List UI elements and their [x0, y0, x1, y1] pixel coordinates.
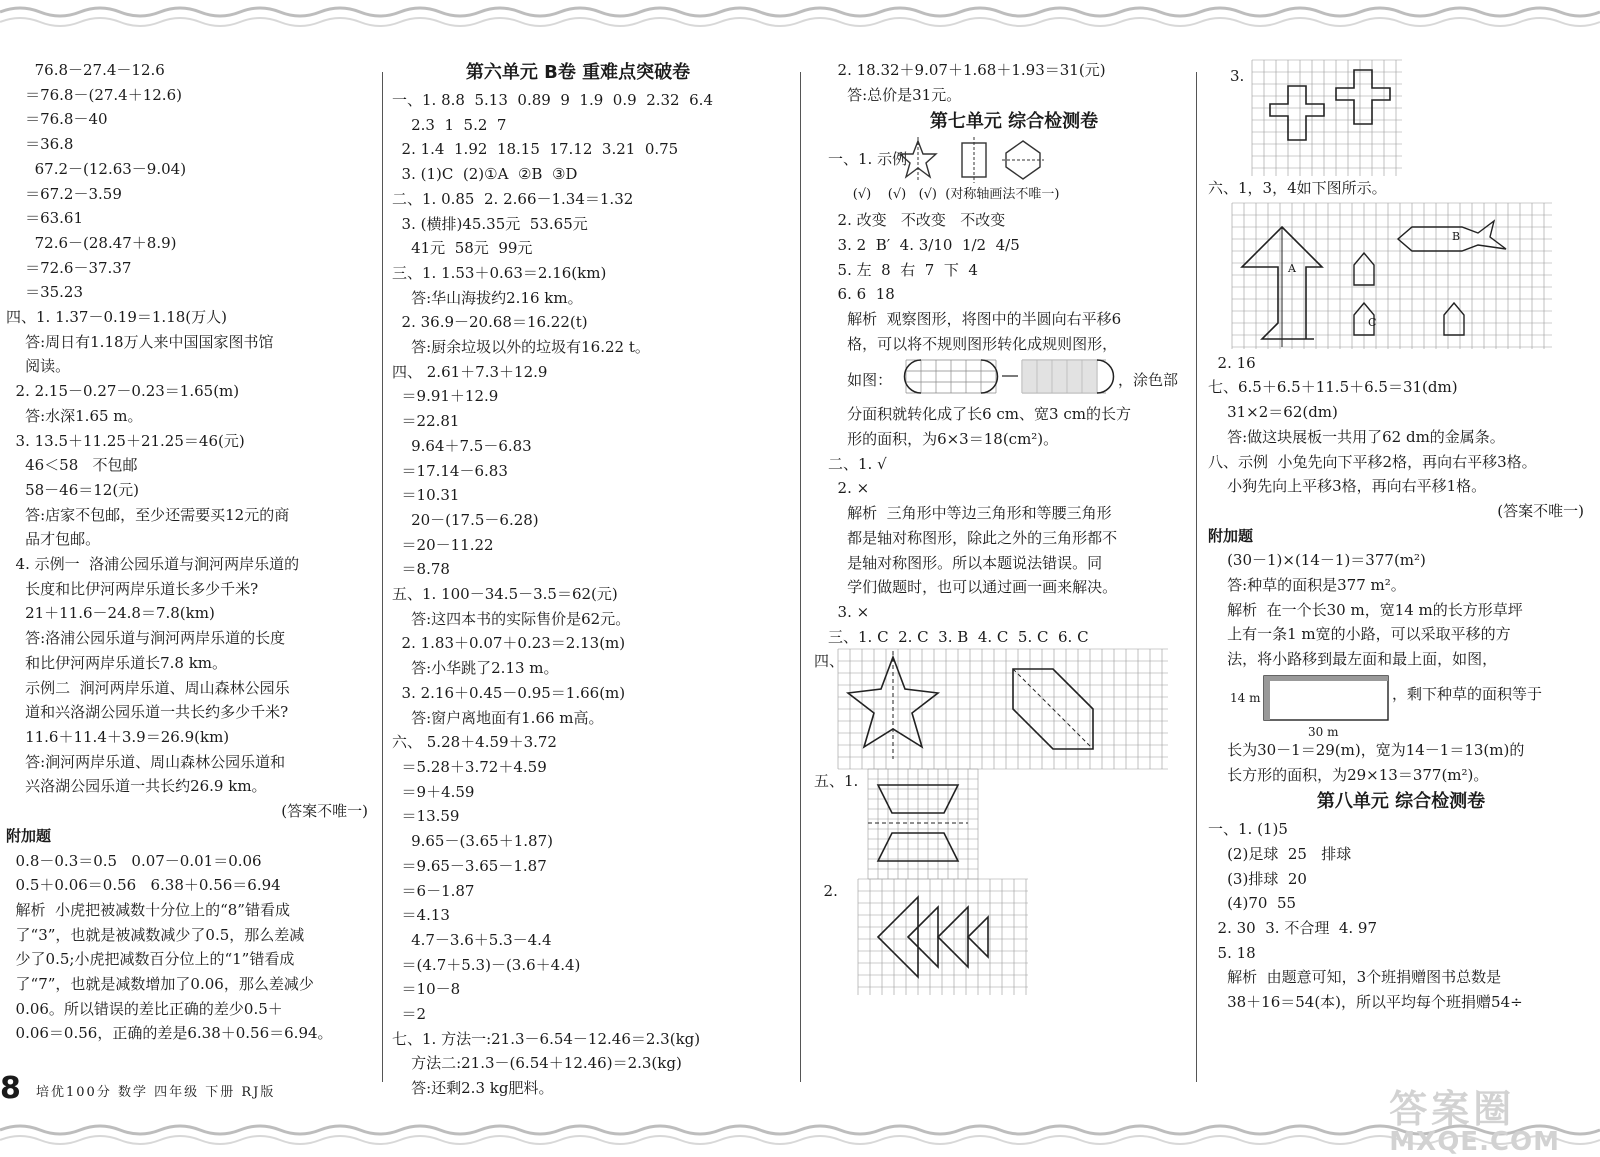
- q5-2-grid: [814, 879, 1200, 999]
- text-line: 答:华山海拔约2.16 km。: [392, 288, 583, 307]
- label-b: B: [1452, 229, 1461, 243]
- top-wave-border: [0, 0, 1600, 34]
- text-line: 和比伊河两岸乐道长7.8 km。: [6, 653, 228, 672]
- triangles-translation-grid: [858, 879, 1028, 995]
- q1-checkmarks: (√) (√) (√) (对称轴画法不唯一): [828, 187, 1060, 203]
- text-line: 4. 示例一 洛浦公园乐道与涧河两岸乐道的: [6, 555, 300, 574]
- text-line: 三、1. C 2. C 3. B 4. C 5. C 6. C: [828, 627, 1089, 646]
- text-line: ＝(4.7＋5.3)－(3.6＋4.4): [392, 955, 581, 974]
- text-line: 阅读。: [6, 357, 71, 376]
- symmetry-figures-row: [828, 137, 1200, 183]
- text-line: ＝35.23: [6, 283, 84, 302]
- col4-bonus-lines: [1208, 548, 1594, 672]
- text-line: 答:小华跳了2.13 m。: [392, 659, 559, 678]
- text-line: 解析 小虎把被减数十分位上的“8”错看成: [6, 900, 290, 919]
- column-2: [392, 58, 764, 1097]
- col4-end-lines: [1208, 817, 1594, 1015]
- text-line: 少了0.5;小虎把减数百分位上的“1”错看成: [6, 950, 295, 969]
- as-shown-label: 如图：: [828, 371, 893, 390]
- text-line: 答:窗户离地面有1.66 m高。: [392, 708, 604, 727]
- q5-1-label: 五、1.: [814, 772, 859, 791]
- column-separator: [382, 72, 383, 1082]
- text-line: 上有一条1 m宽的小路，可以采取平移的方: [1208, 625, 1511, 644]
- remaining-area-text: ，剩下种草的面积等于: [1392, 684, 1543, 703]
- text-line: ＝10.31: [392, 486, 460, 505]
- text-line: ＝67.2－3.59: [6, 184, 122, 203]
- watermark: [1389, 1078, 1560, 1157]
- q6-caption: 六、1，3，4如下图所示。: [1208, 179, 1387, 197]
- text-line: 0.06＝0.56，正确的差是6.38＋0.56＝6.94。: [6, 1024, 333, 1043]
- text-line: ＝36.8: [6, 135, 74, 154]
- text-line: 是轴对称图形。所以本题说法错误。同: [828, 553, 1103, 572]
- text-line: (3)排球 20: [1208, 869, 1307, 888]
- text-line: 解析 三角形中等边三角形和等腰三角形: [828, 504, 1112, 523]
- q5-1-grid: [814, 769, 1200, 879]
- text-line: ＝17.14－6.83: [392, 461, 508, 480]
- text-line: ＝13.59: [392, 807, 460, 826]
- text-line: 2.3 1 5.2 7: [392, 115, 507, 134]
- text-line: 道和兴洛湖公园乐道一共长约多少千米?: [6, 703, 289, 722]
- text-line: 5. 18: [1208, 943, 1256, 962]
- text-line: 解析 在一个长30 m，宽14 m的长方形草坪: [1208, 600, 1523, 619]
- text-line: 3. (横排)45.35元 53.65元: [392, 214, 588, 233]
- column-4: [1208, 58, 1594, 1097]
- text-line: 38＋16＝54(本)，所以平均每个班捐赠54÷: [1208, 993, 1523, 1012]
- text-line: 兴洛湖公园乐道一共长约26.9 km。: [6, 777, 267, 796]
- bonus-title-2: 附加题: [1208, 526, 1254, 545]
- text-line: ＝8.78: [392, 560, 450, 579]
- text-line: 67.2－(12.63－9.04): [6, 159, 187, 178]
- text-line: 2. 30 3. 不合理 4. 97: [1208, 919, 1378, 938]
- text-line: ＝6－1.87: [392, 881, 475, 900]
- symmetry-shapes: [898, 137, 1128, 183]
- text-line: 七、1. 方法一:21.3－6.54－12.46＝2.3(kg): [392, 1029, 701, 1048]
- label-c: C: [1368, 315, 1377, 329]
- watermark-url: MXQE.COM: [1389, 1127, 1560, 1157]
- text-line: 答:周日有1.18万人来中国国家图书馆: [6, 332, 274, 351]
- text-line: 品才包邮。: [6, 530, 101, 549]
- answer-not-unique-note-2: (答案不唯一): [1497, 501, 1584, 520]
- text-line: ＝20－11.22: [392, 535, 494, 554]
- text-line: 长为30－1＝29(m)，宽为14－1＝13(m)的: [1208, 740, 1525, 759]
- text-line: 四、 2.61＋7.3＋12.9: [392, 362, 548, 381]
- answer-not-unique-note: (答案不唯一): [281, 802, 368, 821]
- text-line: 2. ×: [828, 479, 870, 498]
- text-line: ＝4.13: [392, 906, 450, 925]
- text-line: 31×2＝62(dm): [1208, 403, 1338, 422]
- text-line: 41元 58元 99元: [392, 239, 533, 258]
- text-line: 学们做题时，也可以通过画一画来解决。: [828, 578, 1118, 597]
- text-line: 一、1. (1)5: [1208, 820, 1288, 839]
- trapezoid-grid: [868, 769, 978, 879]
- text-line: 格，可以将不规则图形转化成规则图形，: [828, 334, 1118, 353]
- text-line: ＝5.28＋3.72＋4.59: [392, 757, 547, 776]
- col3-top-lines: [828, 58, 1200, 107]
- unit7-heading: 第七单元 综合检测卷: [929, 111, 1099, 133]
- text-line: 11.6＋11.4＋3.9＝26.9(km): [6, 727, 230, 746]
- q4-grid-figures: [814, 649, 1200, 769]
- col1-bonus-lines: [6, 849, 378, 1047]
- lawn-rectangle: [1262, 674, 1392, 724]
- q3-cross-grid: [1208, 58, 1594, 176]
- col1-lines: [6, 58, 378, 799]
- q5-2-label: 2.: [814, 882, 838, 901]
- q6-grid-figure: [1208, 201, 1594, 351]
- text-line: 都是轴对称图形，除此之外的三角形都不: [828, 528, 1118, 547]
- text-line: ＝76.8－(27.4＋12.6): [6, 85, 182, 104]
- text-line: 一、1. 8.8 5.13 0.89 9 1.9 0.9 2.32 6.4: [392, 91, 713, 109]
- text-line: 解析 观察图形，将图中的半圆向右平移6: [828, 309, 1122, 328]
- unit6-heading: 第六单元 B卷 重难点突破卷: [465, 62, 691, 83]
- text-line: 三、1. 1.53＋0.63＝2.16(km): [392, 263, 607, 282]
- text-line: 答:做这块展板一共用了62 dm的金属条。: [1208, 427, 1505, 446]
- text-line: ＝63.61: [6, 209, 84, 228]
- text-line: 方法二:21.3－(6.54＋12.46)＝2.3(kg): [392, 1054, 682, 1073]
- text-line: ＝9＋4.59: [392, 782, 475, 801]
- unit8-heading: 第八单元 综合检测卷: [1316, 791, 1486, 813]
- col3-mid-lines: [828, 208, 1200, 356]
- text-line: ＝72.6－37.37: [6, 258, 132, 277]
- text-line: 答:洛浦公园乐道与涧河两岸乐道的长度: [6, 629, 286, 648]
- text-line: 了“3”，也就是被减数减少了0.5，那么差减: [6, 925, 305, 944]
- text-line: 2. 1.4 1.92 18.15 17.12 3.21 0.75: [392, 140, 679, 159]
- halfcircle-translation-figure: [906, 356, 1116, 402]
- q4-label: 四、: [814, 652, 845, 671]
- text-line: 示例二 涧河两岸乐道、周山森林公园乐: [6, 678, 290, 697]
- text-line: ＝2: [392, 1005, 427, 1024]
- text-line: 5. 左 8 右 7 下 4: [828, 260, 978, 279]
- star-and-hexagon-grids: [838, 649, 1168, 769]
- text-line: 二、1. 0.85 2. 2.66－1.34＝1.32: [392, 189, 634, 208]
- text-line: 2. 18.32＋9.07＋1.68＋1.93＝31(元): [828, 61, 1106, 79]
- text-line: 9.64＋7.5－6.83: [392, 436, 532, 455]
- text-line: 答:种草的面积是377 m²。: [1208, 576, 1406, 595]
- text-line: 2. 16: [1208, 353, 1256, 372]
- text-line: (4)70 55: [1208, 894, 1297, 913]
- text-line: ＝10－8: [392, 980, 461, 999]
- text-line: 2. 1.83＋0.07＋0.23＝2.13(m): [392, 634, 626, 653]
- text-line: 3. 13.5＋11.25＋21.25＝46(元): [6, 431, 245, 450]
- text-line: ＝76.8－40: [6, 110, 108, 129]
- page-number: 8: [0, 1071, 21, 1106]
- text-line: (2)足球 25 排球: [1208, 844, 1352, 863]
- text-line: 八、示例 小兔先向下平移2格，再向右平移3格。: [1208, 452, 1537, 471]
- text-line: 76.8－27.4－12.6: [6, 61, 165, 79]
- text-line: 答:涧河两岸乐道、周山森林公园乐道和: [6, 752, 286, 771]
- text-line: 六、 5.28＋4.59＋3.72: [392, 733, 557, 752]
- text-line: 答:店家不包邮，至少还需要买12元的商: [6, 505, 290, 524]
- text-line: 0.5＋0.06＝0.56 6.38＋0.56＝6.94: [6, 876, 281, 895]
- text-line: 七、6.5＋6.5＋11.5＋6.5＝31(dm): [1208, 378, 1458, 397]
- q3-label: 3.: [1230, 67, 1245, 85]
- rect-width-label: 30 m: [1308, 724, 1339, 739]
- text-line: 4.7－3.6＋5.3－4.4: [392, 930, 552, 949]
- column-separator: [800, 72, 801, 1082]
- column-3: [814, 58, 1200, 1097]
- text-line: 2. 改变 不改变 不改变: [828, 211, 1006, 230]
- text-line: 五、1. 100－34.5－3.5＝62(元): [392, 585, 618, 604]
- cross-shapes-grid: [1252, 60, 1402, 176]
- text-line: 2. 36.9－20.68＝16.22(t): [392, 313, 588, 332]
- text-line: 58－46＝12(元): [6, 480, 140, 499]
- col2-lines: [392, 88, 764, 1101]
- page-footer: [0, 1071, 420, 1106]
- col4-lines: [1208, 351, 1594, 499]
- text-line: 20－(17.5－6.28): [392, 510, 539, 529]
- translation-figure-row: [828, 356, 1200, 402]
- book-title: 培优100分 数学 四年级 下册 RJ版: [36, 1085, 276, 1100]
- col4-bonus-lines-2: [1208, 738, 1594, 787]
- text-line: 21＋11.6－24.8＝7.8(km): [6, 604, 215, 623]
- rect-height-label: 14 m: [1230, 690, 1261, 705]
- lawn-rectangle-figure: [1208, 672, 1594, 738]
- text-line: ＝22.81: [392, 412, 460, 431]
- text-line: 小狗先向上平移3格，再向右平移1格。: [1208, 477, 1487, 496]
- text-line: (30－1)×(14－1)＝377(m²): [1208, 551, 1426, 570]
- text-line: 解析 由题意可知，3个班捐赠图书总数是: [1208, 968, 1502, 987]
- text-line: 形的面积，为6×3＝18(cm²)。: [828, 430, 1059, 449]
- text-line: 答:这四本书的实际售价是62元。: [392, 609, 631, 628]
- text-line: 72.6－(28.47＋8.9): [6, 233, 177, 252]
- shaded-part-label: ，涂色部: [1118, 371, 1179, 390]
- text-line: 3. 2.16＋0.45－0.95＝1.66(m): [392, 683, 626, 702]
- text-line: 2. 2.15－0.27－0.23＝1.65(m): [6, 382, 240, 401]
- text-line: 0.8－0.3＝0.5 0.07－0.01＝0.06: [6, 851, 262, 870]
- text-line: 法，将小路移到最左面和最上面，如图，: [1208, 650, 1498, 669]
- text-line: 9.65－(3.65＋1.87): [392, 832, 553, 851]
- watermark-logo: 答案圈: [1389, 1087, 1516, 1131]
- column-1: [6, 58, 378, 1097]
- text-line: 了“7”，也就是减数增加了0.06，那么差减少: [6, 975, 314, 994]
- text-line: 二、1. √: [828, 454, 887, 473]
- q1-label: 一、1. 示例: [828, 150, 908, 169]
- text-line: 四、1. 1.37－0.19＝1.18(万人): [6, 308, 227, 327]
- text-line: 答:水深1.65 m。: [6, 406, 143, 425]
- arrow-and-houses-grid: [1232, 203, 1552, 349]
- text-line: 答:总价是31元。: [828, 85, 962, 104]
- text-line: 答:还剩2.3 kg肥料。: [392, 1079, 554, 1098]
- text-line: 0.06。所以错误的差比正确的差少0.5＋: [6, 999, 283, 1018]
- bottom-wave-border: [0, 1118, 1600, 1152]
- text-line: 46＜58 不包邮: [6, 456, 138, 475]
- text-line: 6. 6 18: [828, 285, 895, 304]
- text-line: 分面积就转化成了长6 cm、宽3 cm的长方: [828, 405, 1131, 424]
- label-a: A: [1288, 261, 1296, 275]
- bonus-title: 附加题: [6, 826, 52, 845]
- text-line: 3. 2 B′ 4. 3/10 1/2 4/5: [828, 235, 1020, 254]
- text-line: ＝9.65－3.65－1.87: [392, 856, 547, 875]
- text-line: 答:厨余垃圾以外的垃圾有16.22 t。: [392, 338, 650, 357]
- text-line: 长方形的面积，为29×13＝377(m²)。: [1208, 765, 1489, 784]
- col3-mid2-lines: [828, 402, 1200, 649]
- text-line: ＝9.91＋12.9: [392, 387, 499, 406]
- text-line: 3. (1)C (2)①A ②B ③D: [392, 165, 578, 184]
- text-line: 长度和比伊河两岸乐道长多少千米?: [6, 579, 259, 598]
- text-line: 3. ×: [828, 602, 870, 621]
